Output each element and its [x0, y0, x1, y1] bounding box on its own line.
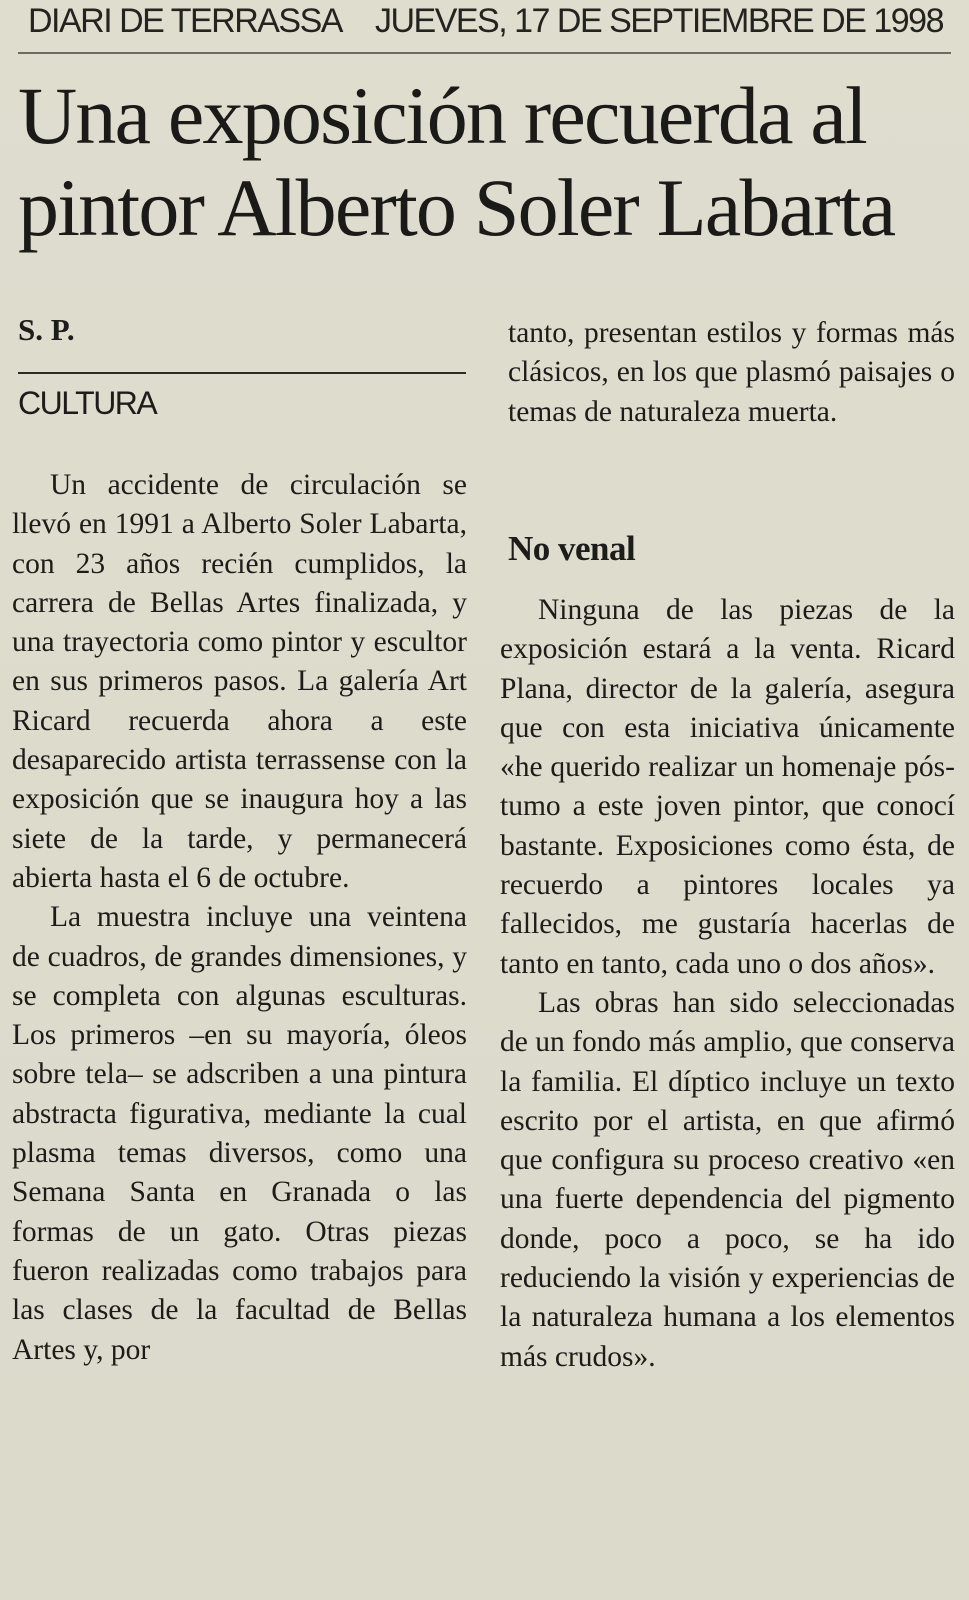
article-byline: S. P. — [18, 312, 75, 347]
section-label: CULTURA — [18, 385, 157, 421]
publication-date: JUEVES, 17 DE SEPTIEMBRE DE 1998 — [374, 2, 943, 40]
article-paragraph: Un accidente de circulación se llevó en 1991 a Alberto Soler Labarta, con 23 años recién cumplidos, la carrera de Bellas Artes finalizada, y una trayectoria como pintor y escultor en sus primeros pasos. La galería Art Ricard recuerda ahora a este desaparecido artista terrassense con la exposición que se inaugura hoy a las siete de la tarde, y permanecerá abierta hasta el 6 de octubre. — [12, 469, 467, 894]
byline-divider — [18, 372, 466, 374]
article-paragraph: La muestra incluye una veintena de cuadros, de grandes dimensiones, y se completa con algunas esculturas. Los primeros –en su mayoría, óleos sobre tela– se adscriben a una pintura abstracta figurativa, mediante la cual plasma temas diversos, como una Semana Santa en Granada o las formas de un gato. Otras piezas fueron realizadas como trabajos para las clases de la facultad de Bellas Artes y, por — [12, 901, 467, 1366]
masthead — [28, 2, 943, 46]
article-paragraph: Ninguna de las piezas de la exposición estará a la venta. Ricard Plana, director de la galería, asegura que con esta iniciativa únicamente «he querido realizar un homenaje póstumo a este joven pintor, que conocí bastante. Exposiciones como ésta, de recuerdo a pintores locales ya fallecidos, me gustaría hacerlas de tanto en tanto, cada uno o dos años». — [500, 594, 955, 980]
masthead-divider — [18, 52, 951, 54]
article-subhead: No venal — [508, 529, 636, 568]
newspaper-name: DIARI DE TERRASSA — [28, 2, 342, 40]
article-column-right — [500, 591, 955, 1377]
article-paragraph: tanto, presentan estilos y formas más clásicos, en los que plasmó paisajes o temas de naturaleza muerta. — [508, 317, 955, 428]
article-column-left — [12, 466, 467, 1370]
article-column-right-continuation — [508, 314, 955, 432]
article-headline: Una exposición recuerda al pintor Alberto Soler Labarta — [18, 70, 895, 253]
article-paragraph: Las obras han sido seleccionadas de un fondo más amplio, que conserva la familia. El díptico incluye un texto escrito por el artista, en que afirmó que configura su proceso creativo «en una fuerte dependencia del pigmento donde, poco a poco, se ha ido reduciendo la visión y experiencias de la naturaleza humana a los elementos más crudos». — [500, 986, 955, 1373]
